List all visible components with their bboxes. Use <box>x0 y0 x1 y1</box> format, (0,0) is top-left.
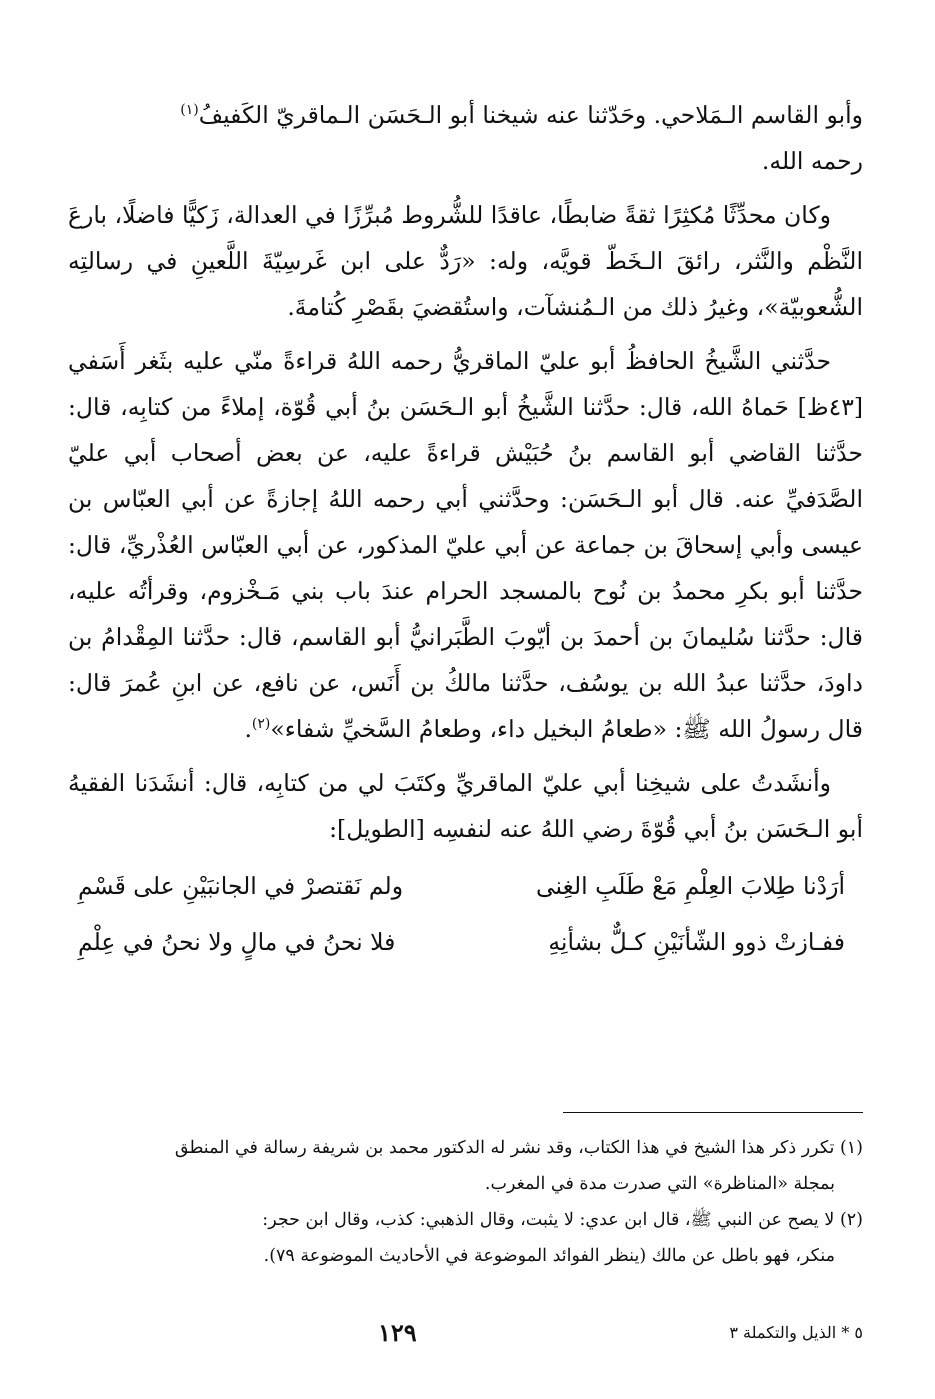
footnote-1-text: تكرر ذكر هذا الشيخ في هذا الكتاب، وقد نشر له الدكتور محمد بن شريفة رسالة في المنطق <box>174 1138 835 1158</box>
paragraph-2 <box>68 192 863 330</box>
page-number: ١٢٩ <box>378 1318 417 1347</box>
paragraph-1-tail: رحمه الله. <box>761 147 863 175</box>
paragraph-3: حدَّثني الشَّيخُ الحافظُ أبو عليّ الماقريُّ رحمه اللهُ قراءةً منّي عليه بثَغر أَسَفي [٤٣ظ] حَماهُ الله، قال: حدَّثنا الشَّيخُ أبو الـحَسَن بنُ أبي قُوّة، إملاءً من كتابِه، قال: حدَّثنا القاضي أبو القاسم بنُ حُبَيْش قراءةً عليه، عن بعض أصحاب أبي عليّ الصَّدَفيِّ عنه. قال أبو الـحَسَن: وحدَّثني أبي رحمه اللهُ إجازةً عن أبي العبّاس بن عيسى وأبي إسحاقَ بن جماعة عن أبي عليّ المذكور، عن أبي العبّاس العُذْريِّ، قال: حدَّثنا أبو بكرِ محمدُ بن نُوح بالمسجد الحرام عندَ باب بني مَـخْزوم، وقرأتُه عليه، قال: حدَّثنا سُليمانَ بن أحمدَ بن أيّوبَ الطَّبَرانيُّ أبو القاسم، قال: حدَّثنا المِقْدامُ بن داودَ، حدَّثنا عبدُ الله بن يوسُف، حدَّثنا مالكُ بن أَنَس، عن نافع، عن ابنِ عُمرَ قال: قال رسولُ الله ﷺ: «طعامُ البخيل داء، وطعامُ السَّخيِّ شفاء»$^{(٢)}$. <box>68 347 863 743</box>
footnote-ref-1[interactable]: (١) <box>180 102 199 119</box>
poem-verse <box>68 860 863 912</box>
paragraph-1-text: وأبو القاسم الـمَلاحي. وحَدّثنا عنه شيخنا أبو الـحَسَن الـماقريّ الكَفيفُ <box>198 101 863 129</box>
poem <box>68 860 863 968</box>
verse-second-hemistich: فلا نحنُ في مالٍ ولا نحنُ في عِلْمِ <box>78 928 396 956</box>
page-footer <box>68 1318 863 1347</box>
paragraph-3-text: حدَّثني الشَّيخُ الحافظُ أبو عليّ الماقريُّ رحمه اللهُ قراءةً منّي عليه بثَغر أَسَفي [٤٣ظ] حَماهُ الله، قال: حدَّثنا الشَّيخُ أبو الـحَسَن بنُ أبي قُوّة، إملاءً من كتابِه، قال: حدَّثنا القاضي أبو القاسم بنُ حُبَيْش قراءةً عليه، عن بعض أصحاب أبي عليّ الصَّدَفيِّ عنه. قال أبو الـحَسَن: وحدَّثني أبي رحمه اللهُ إجازةً عن أبي العبّاس بن عيسى وأبي إسحاقَ بن جماعة عن أبي عليّ المذكور، عن أبي العبّاس العُذْريِّ، قال: حدَّثنا أبو بكرِ محمدُ بن نُوح بالمسجد الحرام عندَ باب بني مَـخْزوم، وقرأتُه عليه، قال: حدَّثنا سُليمانَ بن أحمدَ بن أيّوبَ الطَّبَرانيُّ أبو القاسم، قال: حدَّثنا المِقْدامُ بن داودَ، حدَّثنا عبدُ الله بن يوسُف، حدَّثنا مالكُ بن أَنَس، عن نافع، عن ابنِ عُمرَ قال: قال رسولُ الله ﷺ: «طعامُ البخيل داء، وطعامُ السَّخيِّ شفاء» <box>68 347 863 743</box>
footnote-2-continuation: منكر، فهو باطل عن مالك (ينظر الفوائد الموضوعة في الأحاديث الموضوعة ٧٩). <box>263 1246 835 1266</box>
verse-second-hemistich: ولم نَقتصرْ في الجانبَيْنِ على قَسْمِ <box>78 872 404 900</box>
verse-first-hemistich: ففـازتْ ذوو الشّأنَيْنِ كـلٌّ بشأنِهِ <box>548 928 845 956</box>
footnote-ref-2[interactable]: (٢) <box>251 716 271 733</box>
paragraph-1 <box>68 92 863 184</box>
footnote-2-text: لا يصح عن النبي ﷺ، قال ابن عدي: لا يثبت، وقال الذهبي: كذب، وقال ابن حجر: <box>262 1210 835 1230</box>
paragraph-4-text: وأنشَدتُ على شيخِنا أبي عليّ الماقريِّ وكتَبَ لي من كتابِه، قال: أنشَدَنا الفقيهُ أبو الـحَسَن بنُ أبي قُوّةَ رضي اللهُ عنه لنفسِه [الطويل]: <box>68 769 863 843</box>
running-footer-title: ٥ * الذيل والتكملة ٣ <box>729 1323 863 1342</box>
paragraph-2-text: وكان محدِّثًا مُكثِرًا ثقةً ضابطًا، عاقدًا للشُّروط مُبرِّزًا في العدالة، زَكيًّا فاضلًا، بارعَ النَّظْم والنَّثر، رائقَ الـخَطّ قويَّه، وله: «رَدٌّ على ابن غَرسِيّةَ اللَّعينِ في رسالتِه الشُّعوبيّة»، وغيرُ ذلك من الـمُنشآت، واستُقضيَ بقَصْرِ كُتامةَ. <box>68 201 863 321</box>
footnote-divider <box>563 1112 863 1113</box>
footnote-2 <box>68 1202 863 1274</box>
poem-verse <box>68 916 863 968</box>
footnote-1 <box>68 1130 863 1202</box>
verse-first-hemistich: أرَدْنا طِلابَ العِلْمِ مَعْ طَلَبِ الغِنى <box>535 872 845 900</box>
main-text <box>68 92 863 968</box>
footnote-1-continuation: بمجلة «المناظرة» التي صدرت مدة في المغرب. <box>484 1174 835 1194</box>
footnote-2-marker: (٢) <box>839 1210 863 1230</box>
footnotes <box>68 1130 863 1274</box>
paragraph-4 <box>68 760 863 852</box>
footnote-1-marker: (١) <box>839 1138 863 1158</box>
